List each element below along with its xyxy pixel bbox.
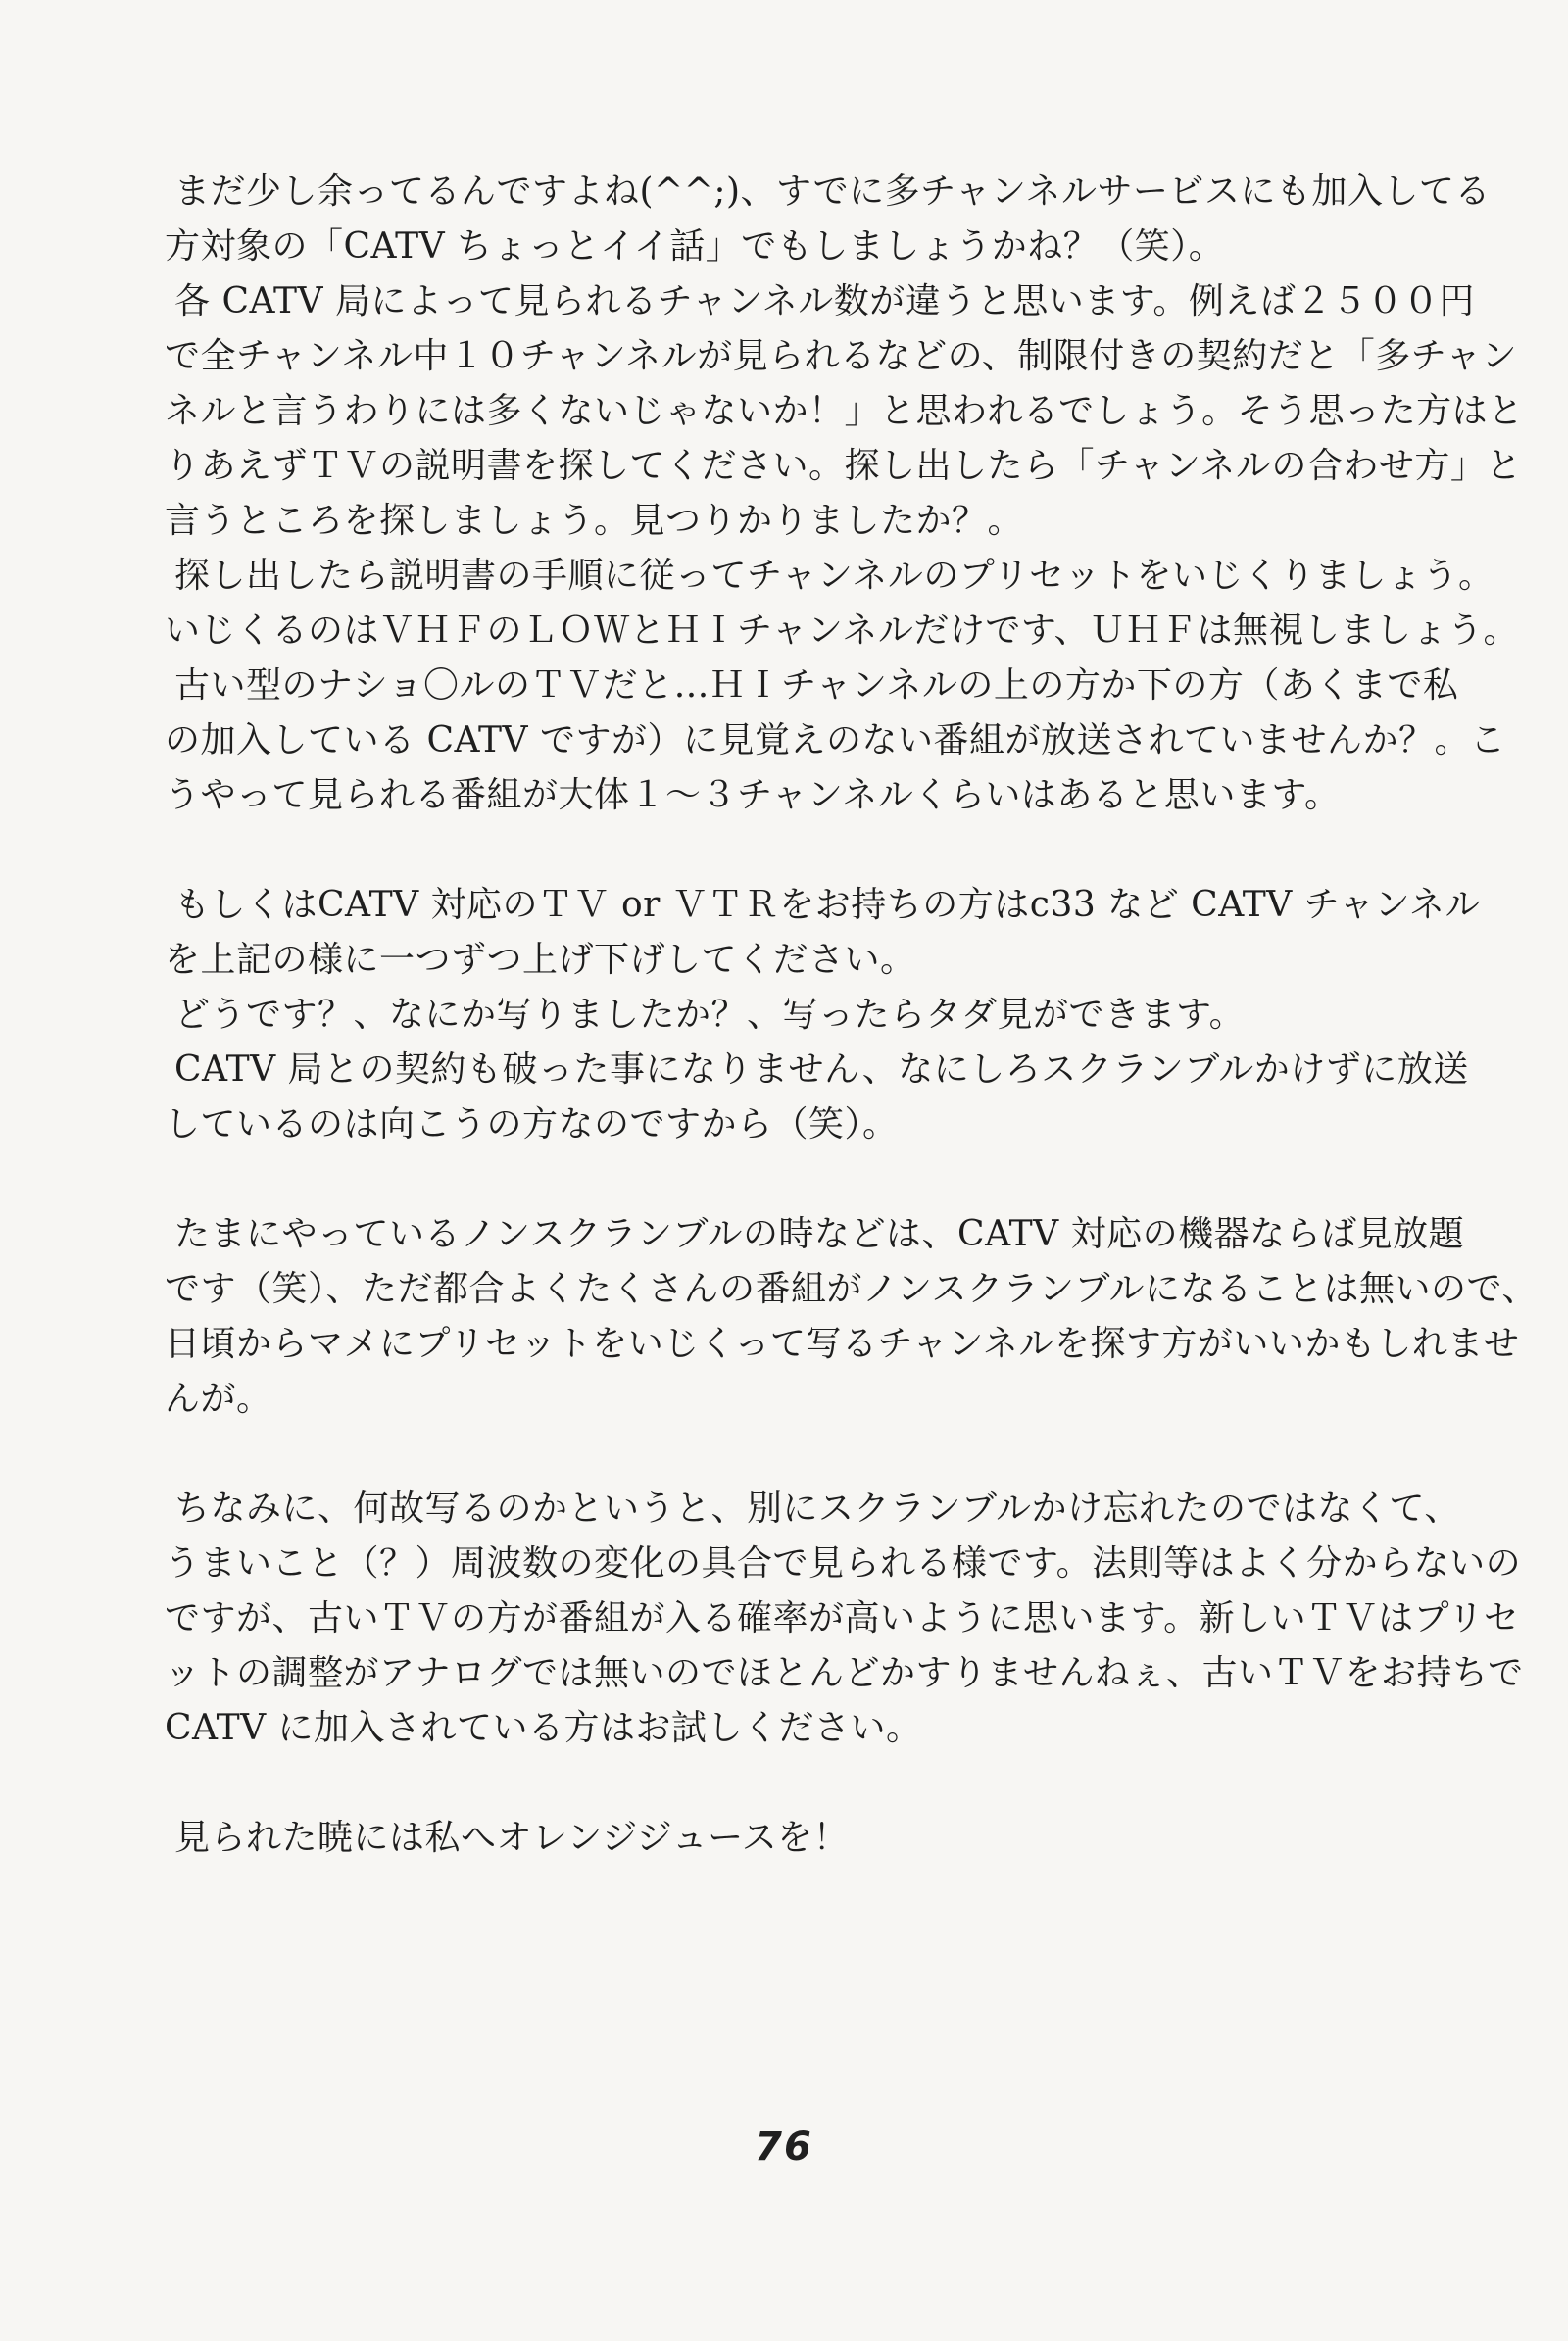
text-line: 言うところを探しましょう。見つりかりましたか？。 — [165, 501, 1024, 541]
text-line: 方対象の「CATV ちょっとイイ話」でもしましょうかね？（笑）。 — [165, 226, 1225, 267]
text-line: ネルと言うわりには多くないじゃないか！」と思われるでしょう。そう思った方はと — [165, 391, 1524, 431]
text-line: ちなみに、何故写るのかというと、別にスクランブルかけ忘れたのではなくて、 — [174, 1488, 1460, 1529]
text-line: ットの調整がアナログでは無いのでほとんどかすりませんねぇ、古いＴＶをお持ちで — [165, 1653, 1524, 1693]
text-line: うまいこと（？）周波数の変化の具合で見られる様です。法則等はよく分からないの — [165, 1543, 1522, 1584]
text-line: いじくるのはＶＨＦのＬＯＷとＨＩチャンネルだけです、ＵＨＦは無視しましょう。 — [165, 610, 1519, 651]
text-line: を上記の様に一つずつ上げ下げしてください。 — [165, 940, 916, 980]
paragraph-gap — [165, 1427, 1497, 1482]
text-line: 探し出したら説明書の手順に従ってチャンネルのプリセットをいじくりましょう。 — [174, 556, 1494, 596]
text-line: 古い型のナショ〇ルのＴＶだと…ＨＩチャンネルの上の方か下の方（あくまで私 — [174, 665, 1459, 706]
page-number: 76 — [755, 2124, 813, 2170]
text-line: CATV 局との契約も破った事になりません、なにしろスクランブルかけずに放送 — [174, 1049, 1469, 1090]
text-line: です（笑）、ただ都合よくたくさんの番組がノンスクランブルになることは無いので、 — [165, 1269, 1538, 1309]
paragraph-gap — [165, 823, 1497, 878]
text-line: で全チャンネル中１０チャンネルが見られるなどの、制限付きの契約だと「多チャン — [165, 336, 1518, 376]
text-line: ですが、古いＴＶの方が番組が入る確率が高いように思います。新しいＴＶはプリセ — [165, 1598, 1520, 1638]
text-line: どうです？、なにか写りましたか？、写ったらタダ見ができます。 — [174, 995, 1246, 1035]
text-line: たまにやっているノンスクランブルの時などは、CATV 対応の機器ならば見放題 — [174, 1214, 1465, 1254]
text-line: りあえずＴＶの説明書を探してください。探し出したら「チャンネルの合わせ方」と — [165, 446, 1522, 486]
text-line: うやって見られる番組が大体１～３チャンネルくらいはあると思います。 — [165, 775, 1341, 815]
text-line: 見られた暁には私へオレンジジュースを！ — [174, 1818, 850, 1858]
text-line: もしくはCATV 対応のＴＶ or ＶＴＲをお持ちの方はc33 など CATV チャンネル — [174, 885, 1482, 925]
text-line: んが。 — [165, 1379, 272, 1419]
text-line: まだ少し余ってるんですよね(^^;)、すでに多チャンネルサービスにも加入してる — [174, 171, 1491, 212]
paragraph-gap — [165, 1756, 1497, 1811]
text-line: 日頃からマメにプリセットをいじくって写るチャンネルを探す方がいいかもしれませ — [165, 1324, 1520, 1364]
body-text — [165, 165, 1538, 1866]
text-line: しているのは向こうの方なのですから（笑）。 — [165, 1104, 899, 1145]
text-line: CATV に加入されている方はお試しください。 — [165, 1708, 922, 1748]
paragraph-gap — [165, 1152, 1497, 1207]
text-line: 各 CATV 局によって見られるチャンネル数が違うと思います。例えば２５００円 — [174, 281, 1475, 321]
text-line: の加入している CATV ですが）に見覚えのない番組が放送されていませんか？。こ — [165, 720, 1506, 760]
